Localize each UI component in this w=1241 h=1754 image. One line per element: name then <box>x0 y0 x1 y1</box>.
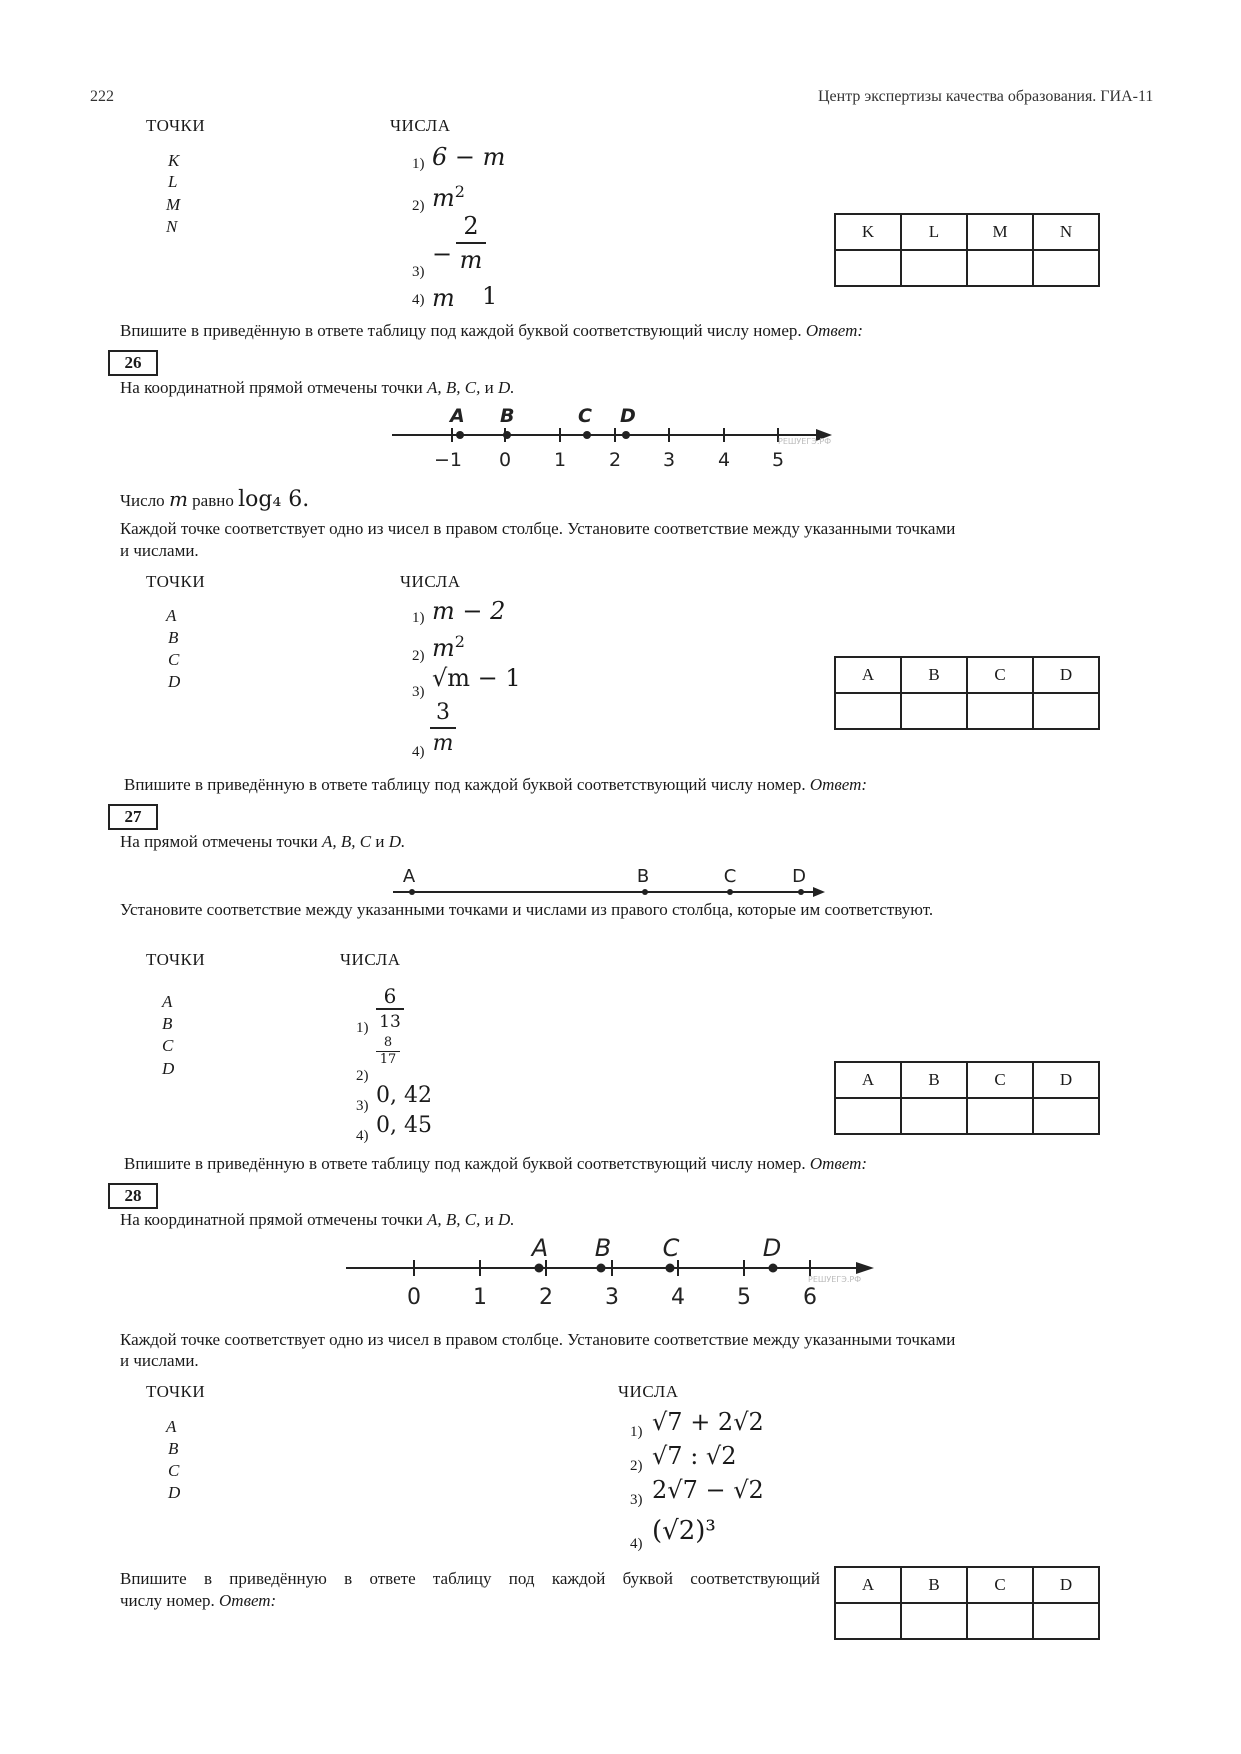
axis-tick-label: 3 <box>662 449 676 471</box>
col-numbers-title: ЧИСЛА <box>390 116 451 135</box>
point-label: D <box>162 1059 175 1078</box>
answer-cell[interactable] <box>901 250 967 286</box>
answer-header: A <box>835 1062 901 1098</box>
answer-header: A <box>835 1567 901 1603</box>
axis-point-label: D <box>620 405 636 427</box>
m-equals: равно <box>192 491 234 510</box>
option-number: 1) <box>630 1424 643 1440</box>
match-text: Каждой точке соответствует одно из чисел в правом столбце. Установите соответствие между указанными точками <box>120 1330 956 1349</box>
option-base: m <box>432 184 455 212</box>
instruction <box>120 1568 820 1612</box>
col-points-title: ТОЧКИ <box>146 1382 206 1401</box>
answer-header: D <box>1033 657 1099 693</box>
instruction <box>124 774 867 796</box>
statement-last-point: D. <box>388 832 406 851</box>
m-value: log₄ 6. <box>238 487 310 512</box>
m-prefix: Число <box>120 491 165 510</box>
axis-tick-label: 6 <box>803 1285 817 1310</box>
answer-header: C <box>967 1567 1033 1603</box>
col-numbers-title: ЧИСЛА <box>618 1382 679 1401</box>
statement-and: и <box>375 832 385 851</box>
option-fraction <box>376 986 404 1032</box>
answer-header: D <box>1033 1062 1099 1098</box>
option-number: 2) <box>412 648 425 664</box>
point-label: D <box>168 672 181 691</box>
point-label: N <box>166 217 178 236</box>
axis-point-label: B <box>500 405 515 427</box>
point-marker <box>597 1264 606 1273</box>
answer-word: Ответ: <box>805 321 864 340</box>
fraction-bar <box>376 1008 404 1010</box>
instruction-text: Впишите в приведённую в ответе таблицу под каждой буквой соответствующий числу номер. <box>120 321 802 340</box>
answer-table <box>834 1061 1100 1135</box>
axis-point-label: B <box>594 1234 612 1262</box>
option-number: 1) <box>412 156 425 172</box>
option-fraction <box>376 1036 400 1067</box>
option-number: 1) <box>356 1020 369 1036</box>
option-number: 4) <box>412 744 425 760</box>
line-point-label: B <box>636 866 650 887</box>
answer-cell[interactable] <box>967 1603 1033 1639</box>
statement-text: На координатной прямой отмечены точки <box>120 1210 423 1229</box>
col-points-title: ТОЧКИ <box>146 572 206 591</box>
line-point-label: A <box>402 866 416 887</box>
answer-cell[interactable] <box>835 1098 901 1134</box>
point-label: C <box>162 1036 174 1055</box>
answer-header: L <box>901 214 967 250</box>
axis-tick-label: 0 <box>498 449 512 471</box>
axis-tick-label: −1 <box>433 449 463 471</box>
answer-header: K <box>835 214 901 250</box>
option-expression: 2√7 − √2 <box>652 1476 764 1504</box>
axis-point-label: C <box>662 1234 680 1262</box>
instruction-text: Впишите в приведённую в ответе таблицу под каждой буквой соответствующий числу номер. <box>124 775 806 794</box>
m-definition <box>120 488 309 512</box>
answer-header: D <box>1033 1567 1099 1603</box>
option-base: m <box>432 634 455 662</box>
answer-word: Ответ: <box>219 1591 277 1610</box>
axis-tick-label: 5 <box>737 1285 751 1310</box>
point-label: C <box>168 650 180 669</box>
option-expression: 0, 42 <box>376 1083 432 1108</box>
statement-and: и <box>484 378 494 397</box>
option-expression: (√2)³ <box>652 1516 716 1546</box>
axis-arrow <box>856 1262 874 1274</box>
answer-cell[interactable] <box>967 693 1033 729</box>
option-number: 3) <box>356 1098 369 1114</box>
statement-points: A, B, C, <box>426 1210 481 1229</box>
point-label: K <box>168 151 180 170</box>
point-marker <box>503 431 511 439</box>
option-number: 3) <box>412 264 425 280</box>
answer-header: A <box>835 657 901 693</box>
col-points-title: ТОЧКИ <box>146 950 206 969</box>
point-label: A <box>166 1417 177 1436</box>
statement-last-point: D. <box>497 378 515 397</box>
col-numbers-title: ЧИСЛА <box>340 950 401 969</box>
option-number: 2) <box>630 1458 643 1474</box>
answer-cell[interactable] <box>901 1098 967 1134</box>
answer-cell[interactable] <box>835 1603 901 1639</box>
option-expression <box>432 182 465 212</box>
point-marker <box>642 889 648 895</box>
instruction-text-cont: числу номер. <box>120 1591 215 1610</box>
option-number: 1) <box>412 610 425 626</box>
fraction-denominator: m <box>432 731 454 756</box>
task-statement <box>120 831 405 853</box>
point-marker <box>769 1264 778 1273</box>
point-label: B <box>168 1439 179 1458</box>
col-points-title: ТОЧКИ <box>146 116 206 135</box>
answer-word: Ответ: <box>809 1154 868 1173</box>
axis-point-label: A <box>531 1234 549 1262</box>
fraction-numerator: 2 <box>463 212 479 240</box>
option-expression: √7 : √2 <box>652 1442 737 1470</box>
point-marker <box>666 1264 675 1273</box>
answer-cell[interactable] <box>967 250 1033 286</box>
answer-cell[interactable] <box>1033 1098 1099 1134</box>
option-number: 2) <box>356 1068 369 1084</box>
running-header: Центр экспертизы качества образования. ГИА-11 <box>818 88 1154 105</box>
number-line <box>340 1232 880 1312</box>
page-number: 222 <box>90 88 114 105</box>
point-marker <box>456 431 464 439</box>
answer-cell[interactable] <box>835 693 901 729</box>
line-arrow <box>813 887 825 897</box>
instruction-text: Впишите в приведённую в ответе таблицу под каждой буквой соответствующий числу номер. <box>124 1154 806 1173</box>
axis-point-label: D <box>762 1234 782 1262</box>
answer-word: Ответ: <box>809 775 868 794</box>
axis-tick-label: 4 <box>717 449 731 471</box>
option-expression: m <box>432 284 455 312</box>
match-text-cont: и числами. <box>120 541 199 560</box>
fraction-denominator: m <box>459 246 483 274</box>
option-expression <box>432 632 465 662</box>
axis-point-label: A <box>450 405 465 427</box>
answer-header: B <box>901 1062 967 1098</box>
option-expression: 0, 45 <box>376 1113 432 1138</box>
option-number: 3) <box>630 1492 643 1508</box>
fraction-numerator: 3 <box>436 700 450 725</box>
point-marker <box>409 889 415 895</box>
option-fraction <box>456 212 486 274</box>
fraction-bar <box>456 242 486 244</box>
answer-header: M <box>967 214 1033 250</box>
statement-text: На координатной прямой отмечены точки <box>120 378 423 397</box>
point-marker <box>535 1264 544 1273</box>
instruction-text: Впишите в приведённую в ответе таблицу под каждой буквой соответствующий <box>120 1569 820 1588</box>
axis-tick-label: 2 <box>539 1285 553 1310</box>
answer-header: C <box>967 657 1033 693</box>
line-point-label: C <box>723 866 737 887</box>
statement-points: A, B, C <box>321 832 372 851</box>
fraction-denominator: 17 <box>379 1052 397 1067</box>
point-label: L <box>168 172 178 191</box>
option-number: 4) <box>630 1536 643 1552</box>
task-number: 28 <box>108 1183 158 1209</box>
option-expression: 1 <box>482 282 498 310</box>
m-variable: m <box>168 487 188 511</box>
answer-header: B <box>901 657 967 693</box>
point-marker <box>583 431 591 439</box>
point-label: B <box>168 628 179 647</box>
statement-and: и <box>484 1210 494 1229</box>
option-number: 2) <box>412 198 425 214</box>
plain-line <box>385 862 830 900</box>
answer-cell[interactable] <box>901 1603 967 1639</box>
answer-header: B <box>901 1567 967 1603</box>
col-numbers-title: ЧИСЛА <box>400 572 461 591</box>
instruction <box>124 1153 867 1175</box>
point-label: M <box>166 195 181 214</box>
answer-header: C <box>967 1062 1033 1098</box>
watermark: РЕШУЕГЭ.РФ <box>808 1275 862 1284</box>
point-label: C <box>168 1461 180 1480</box>
fraction-numerator: 6 <box>383 984 397 1008</box>
option-expression: √m − 1 <box>432 664 521 692</box>
option-expression: √7 + 2√2 <box>652 1408 764 1436</box>
instruction <box>120 320 863 342</box>
answer-cell[interactable] <box>901 693 967 729</box>
statement-points: A, B, C, <box>426 378 481 397</box>
statement-last-point: D. <box>497 1210 515 1229</box>
axis-tick-label: 1 <box>553 449 567 471</box>
task-statement <box>120 377 514 399</box>
option-sign: − <box>432 240 453 268</box>
answer-table <box>834 213 1100 287</box>
fraction-bar <box>430 727 456 729</box>
point-marker <box>622 431 630 439</box>
option-number: 3) <box>412 684 425 700</box>
answer-cell[interactable] <box>967 1098 1033 1134</box>
axis-tick-label: 5 <box>771 449 785 471</box>
instruction-line-1 <box>120 1568 820 1590</box>
option-number: 4) <box>356 1128 369 1144</box>
point-marker <box>727 889 733 895</box>
match-text-cont: и числами. <box>120 1351 199 1370</box>
task-number: 27 <box>108 804 158 830</box>
statement-text: На прямой отмечены точки <box>120 832 318 851</box>
option-exponent: 2 <box>454 182 465 201</box>
answer-table <box>834 1566 1100 1640</box>
point-marker <box>798 889 804 895</box>
answer-cell[interactable] <box>835 250 901 286</box>
axis-tick-label: 2 <box>608 449 622 471</box>
match-text: Установите соответствие между указанными точками и числами из правого столбца, которые им соответствуют. <box>120 900 934 919</box>
line-point-label: D <box>792 866 806 887</box>
watermark: РЕШУЕГЭ.РФ <box>778 437 832 446</box>
point-label: A <box>162 992 173 1011</box>
option-exponent: 2 <box>454 632 465 651</box>
option-expression: 6 − m <box>432 143 506 171</box>
axis-tick-label: 1 <box>473 1285 487 1310</box>
answer-cell[interactable] <box>1033 1603 1099 1639</box>
answer-table <box>834 656 1100 730</box>
task-statement <box>120 1209 514 1231</box>
axis-tick-label: 3 <box>605 1285 619 1310</box>
point-label: B <box>162 1014 173 1033</box>
option-fraction <box>430 700 456 756</box>
number-line <box>380 398 850 474</box>
answer-header: N <box>1033 214 1099 250</box>
instruction-line-2 <box>120 1590 820 1612</box>
task-number: 26 <box>108 350 158 376</box>
fraction-numerator: 8 <box>383 1035 393 1050</box>
point-label: D <box>168 1483 181 1502</box>
match-text: Каждой точке соответствует одно из чисел в правом столбце. Установите соответствие между указанными точками <box>120 519 956 538</box>
axis-tick-label: 0 <box>407 1285 421 1310</box>
answer-cell[interactable] <box>1033 250 1099 286</box>
fraction-denominator: 13 <box>379 1012 401 1032</box>
option-number: 4) <box>412 292 425 308</box>
answer-cell[interactable] <box>1033 693 1099 729</box>
option-expression: m − 2 <box>432 597 506 625</box>
point-label: A <box>166 606 177 625</box>
axis-point-label: C <box>578 405 592 427</box>
axis-tick-label: 4 <box>671 1285 685 1310</box>
